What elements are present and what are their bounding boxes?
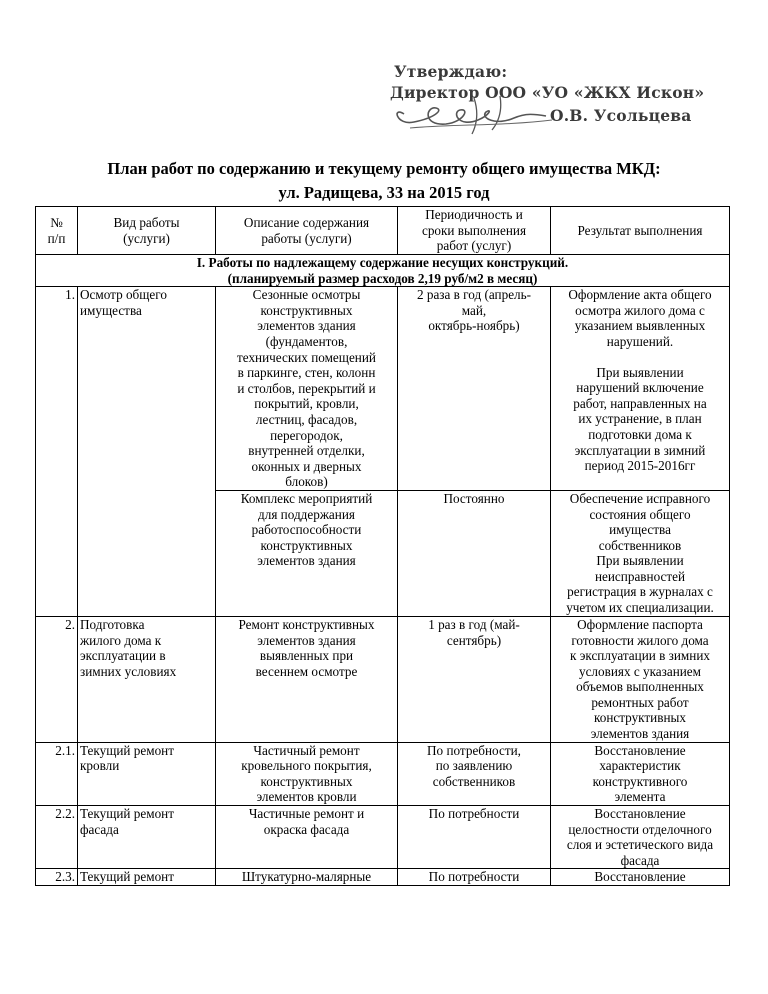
header-description: Описание содержания работы (услуги) <box>216 207 398 255</box>
periodicity-cell: По потребности <box>398 869 551 886</box>
approval-stamp <box>374 58 705 138</box>
approval-position: Директор ООО «УО «ЖКХ Искон» <box>390 83 705 102</box>
approval-heading: Утверждаю: <box>394 62 508 81</box>
result-cell: Обеспечение исправного состояния общего имущества собственников При выявлении неисправностей регистрация в журналах с учетом их специализации. <box>551 490 730 616</box>
header-result: Результат выполнения <box>551 207 730 255</box>
result-cell: Оформление акта общего осмотра жилого дома с указанием выявленных нарушений. При выявлении нарушений включение работ, направленных на их устранение, в план подготовки дома к эксплуатации в зимний период 2015-2016гг <box>551 287 730 491</box>
approval-director-name: О.В. Усольцева <box>550 106 692 125</box>
row-number: 2.3. <box>36 869 78 886</box>
description-cell: Штукатурно-малярные <box>216 869 398 886</box>
row-number: 1. <box>36 287 78 491</box>
result-cell: Восстановление характеристик конструктивного элемента <box>551 742 730 805</box>
periodicity-cell: По потребности, по заявлению собственников <box>398 742 551 805</box>
periodicity-cell: 1 раз в год (май- сентябрь) <box>398 616 551 742</box>
periodicity-cell: 2 раза в год (апрель- май, октябрь-ноябрь) <box>398 287 551 491</box>
result-cell: Восстановление целостности отделочного слоя и эстетического вида фасада <box>551 806 730 869</box>
work-type-cell: Текущий ремонт <box>78 869 216 886</box>
table-row <box>36 287 730 491</box>
header-num: № п/п <box>36 207 78 255</box>
table-row <box>36 806 730 869</box>
section-row <box>36 255 730 287</box>
table-header-row <box>36 207 730 255</box>
description-cell: Частичные ремонт и окраска фасада <box>216 806 398 869</box>
signature-icon <box>374 80 574 140</box>
description-cell: Сезонные осмотры конструктивных элементов здания (фундаментов, технических помещений в паркинге, стен, колонн и столбов, перекрытий и покрытий, кровли, лестниц, фасадов, перегородок, внутренней отделки, оконных и дверных блоков) <box>216 287 398 491</box>
document-title: План работ по содержанию и текущему ремонту общего имущества МКД: <box>107 159 661 178</box>
result-cell: Восстановление <box>551 869 730 886</box>
description-cell: Ремонт конструктивных элементов здания выявленных при весеннем осмотре <box>216 616 398 742</box>
periodicity-cell: По потребности <box>398 806 551 869</box>
row-number: 2. <box>36 616 78 742</box>
work-plan-table <box>35 206 730 886</box>
header-periodicity: Периодичность и сроки выполнения работ (услуг) <box>398 207 551 255</box>
table-row <box>36 742 730 805</box>
row-number: 2.1. <box>36 742 78 805</box>
section-title: I. Работы по надлежащему содержание несущих конструкций. (планируемый размер расходов 2,19 руб/м2 в месяц) <box>36 255 730 287</box>
work-type-cell: Текущий ремонт фасада <box>78 806 216 869</box>
result-cell: Оформление паспорта готовности жилого дома к эксплуатации в зимних условиях с указанием объемов выполненных ремонтных работ конструктивных элементов здания <box>551 616 730 742</box>
work-type-cell: Подготовка жилого дома к эксплуатации в зимних условиях <box>78 616 216 742</box>
table-row <box>36 616 730 742</box>
description-cell: Частичный ремонт кровельного покрытия, конструктивных элементов кровли <box>216 742 398 805</box>
table-row <box>36 490 730 616</box>
table-row <box>36 869 730 886</box>
row-number: 2.2. <box>36 806 78 869</box>
header-work-type: Вид работы (услуги) <box>78 207 216 255</box>
periodicity-cell: Постоянно <box>398 490 551 616</box>
work-type-cell: Осмотр общего имущества <box>78 287 216 491</box>
document-subtitle: ул. Радищева, 33 на 2015 год <box>278 183 490 202</box>
description-cell: Комплекс мероприятий для поддержания работоспособности конструктивных элементов здания <box>216 490 398 616</box>
work-type-cell: Текущий ремонт кровли <box>78 742 216 805</box>
